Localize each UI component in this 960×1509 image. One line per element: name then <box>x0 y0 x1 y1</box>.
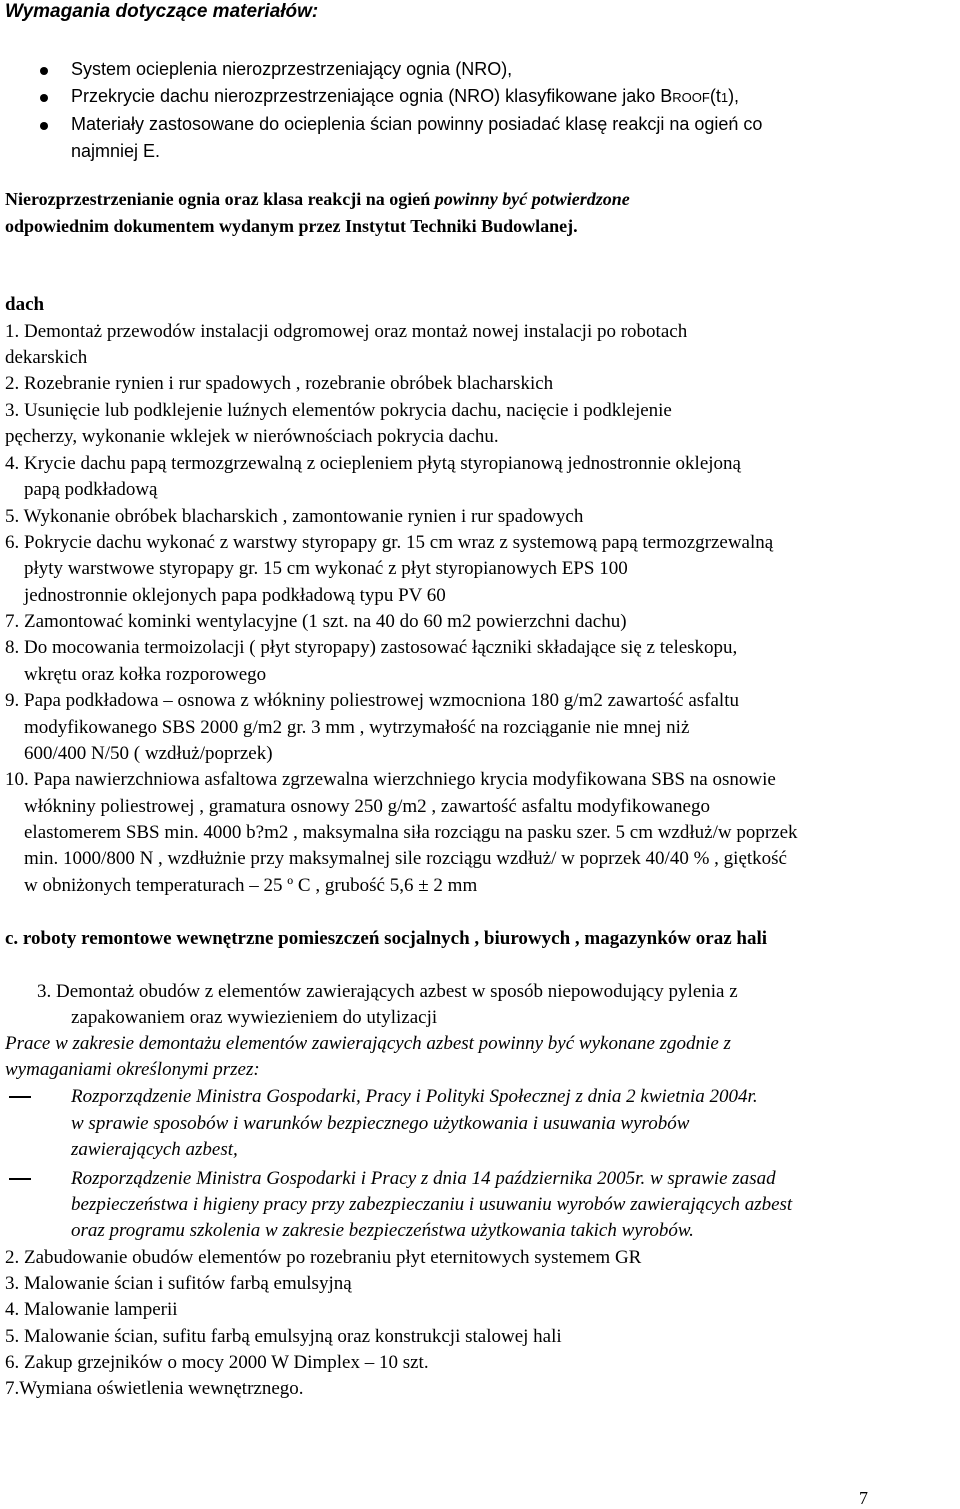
bullet-item-3: Materiały zastosowane do ocieplenia ścian powinny posiadać klasę reakcji na ogień co <box>71 114 763 134</box>
bullet-item-2-paren: (t <box>709 86 721 106</box>
dach-line: 600/400 N/50 ( wzdłuż/poprzek) <box>24 743 273 764</box>
dach-title: dach <box>5 294 45 315</box>
dach-line: papą podkładową <box>24 479 158 500</box>
dash-marker <box>9 1096 31 1098</box>
prace-line: Prace w zakresie demontażu elementów zawierających azbest powinny być wykonane zgodnie z <box>5 1033 731 1054</box>
regulation-1-line: zawierających azbest, <box>71 1139 238 1160</box>
t1-subscript: 1 <box>720 90 729 105</box>
dach-line: płyty warstwowe styropapy gr. 15 cm wykonać z płyt styropianowych EPS 100 <box>24 558 628 579</box>
dach-line: modyfikowanego SBS 2000 g/m2 gr. 3 mm , wytrzymałość na rozciąganie nie mnej niż <box>24 717 690 738</box>
c-item: 6. Zakup grzejników o mocy 2000 W Dimplex – 10 szt. <box>5 1352 429 1373</box>
section-c-title: c. roboty remontowe wewnętrzne pomieszczeń socjalnych , biurowych , magazynków oraz hali <box>5 928 768 949</box>
bullet-dot <box>40 94 48 102</box>
bullet-item-1: System ocieplenia nierozprzestrzeniający ognia (NRO), <box>71 59 513 79</box>
regulation-1-line: Rozporządzenie Ministra Gospodarki, Pracy i Polityki Społecznej z dnia 2 kwietnia 2004r. <box>71 1086 758 1107</box>
notice-bold-italic: powinny być potwierdzone <box>434 189 630 209</box>
dash-marker <box>9 1178 31 1180</box>
bullet-item-3-cont: najmniej E. <box>71 141 161 161</box>
dach-line: min. 1000/800 N , wzdłużnie przy maksymalnej sile rozciągu wzdłuż/ w poprzek 40/40 % , giętkość <box>24 848 787 869</box>
dach-line: 9. Papa podkładowa – osnowa z włókniny poliestrowej wzmocniona 180 g/m2 zawartość asfaltu <box>5 690 739 711</box>
dach-line: pęcherzy, wykonanie wklejek w nierównościach pokrycia dachu. <box>5 426 499 447</box>
c-item-3-line: 3. Demontaż obudów z elementów zawierających azbest w sposób niepowodujący pylenia z <box>37 981 738 1002</box>
bullet-item-2-end: ), <box>728 86 740 106</box>
regulation-2-line: Rozporządzenie Ministra Gospodarki i Pracy z dnia 14 października 2005r. w sprawie zasad <box>71 1168 776 1189</box>
regulation-1-line: w sprawie sposobów i warunków bezpiecznego użytkowania i usuwania wyrobów <box>71 1113 690 1134</box>
bullet-item-2-text: Przekrycie dachu nierozprzestrzeniające ognia (NRO) klasyfikowane jako B <box>71 86 673 106</box>
roof-subscript: ROOF <box>672 90 710 105</box>
c-item: 3. Malowanie ścian i sufitów farbą emulsyjną <box>5 1273 352 1294</box>
dach-line: 10. Papa nawierzchniowa asfaltowa zgrzewalna wierzchniego krycia modyfikowana SBS na osnowie <box>5 769 776 790</box>
requirements-heading: Wymagania dotyczące materiałów: <box>5 1 319 22</box>
dach-line: 6. Pokrycie dachu wykonać z warstwy styropapy gr. 15 cm wraz z systemową papą termozgrzewalną <box>5 532 774 553</box>
notice-line-1 <box>5 187 630 211</box>
notice-line-2: odpowiednim dokumentem wydanym przez Instytut Techniki Budowlanej. <box>5 216 578 236</box>
dach-line: w obniżonych temperaturach – 25 º C , grubość 5,6 ± 2 mm <box>24 875 478 896</box>
dach-line: jednostronnie oklejonych papa podkładową typu PV 60 <box>24 585 446 606</box>
bullet-dot <box>40 122 48 130</box>
dach-line: 5. Wykonanie obróbek blacharskich , zamontowanie rynien i rur spadowych <box>5 506 584 527</box>
bullet-dot <box>40 67 48 75</box>
dach-line: elastomerem SBS min. 4000 b?m2 , maksymalna siła rozciągu na pasku szer. 5 cm wzdłuż/w poprzek <box>24 822 798 843</box>
page-number: 7 <box>859 1488 868 1508</box>
prace-line: wymaganiami określonymi przez: <box>5 1059 260 1080</box>
dach-line: wkrętu oraz kołka rozporowego <box>24 664 267 685</box>
regulation-2-line: oraz programu szkolenia w zakresie bezpieczeństwa użytkowania takich wyrobów. <box>71 1220 694 1241</box>
dach-line: 3. Usunięcie lub podklejenie luźnych elementów pokrycia dachu, nacięcie i podklejenie <box>5 400 672 421</box>
notice-bold: Nierozprzestrzenianie ognia oraz klasa reakcji na ogień <box>5 189 435 209</box>
c-item-3-line: zapakowaniem oraz wywiezieniem do utylizacji <box>71 1007 438 1028</box>
c-item: 2. Zabudowanie obudów elementów po rozebraniu płyt eternitowych systemem GR <box>5 1247 642 1268</box>
dach-line: 2. Rozebranie rynien i rur spadowych , rozebranie obróbek blacharskich <box>5 373 554 394</box>
dach-line: 7. Zamontować kominki wentylacyjne (1 szt. na 40 do 60 m2 powierzchni dachu) <box>5 611 627 632</box>
dach-line: 1. Demontaż przewodów instalacji odgromowej oraz montaż nowej instalacji po robotach <box>5 321 688 342</box>
dach-line: 4. Krycie dachu papą termozgrzewalną z ociepleniem płytą styropianową jednostronnie oklejoną <box>5 453 741 474</box>
bullet-item-2 <box>71 84 739 110</box>
c-item: 7.Wymiana oświetlenia wewnętrznego. <box>5 1378 304 1399</box>
c-item: 4. Malowanie lamperii <box>5 1299 178 1320</box>
dach-line: 8. Do mocowania termoizolacji ( płyt styropapy) zastosować łączniki składające się z teleskopu, <box>5 637 738 658</box>
regulation-2-line: bezpieczeństwa i higieny pracy przy zabezpieczaniu i usuwaniu wyrobów zawierających azbest <box>71 1194 793 1215</box>
dach-line: dekarskich <box>5 347 88 368</box>
c-item: 5. Malowanie ścian, sufitu farbą emulsyjną oraz konstrukcji stalowej hali <box>5 1326 562 1347</box>
dach-line: włókniny poliestrowej , gramatura osnowy 250 g/m2 , zawartość asfaltu modyfikowanego <box>24 796 710 817</box>
